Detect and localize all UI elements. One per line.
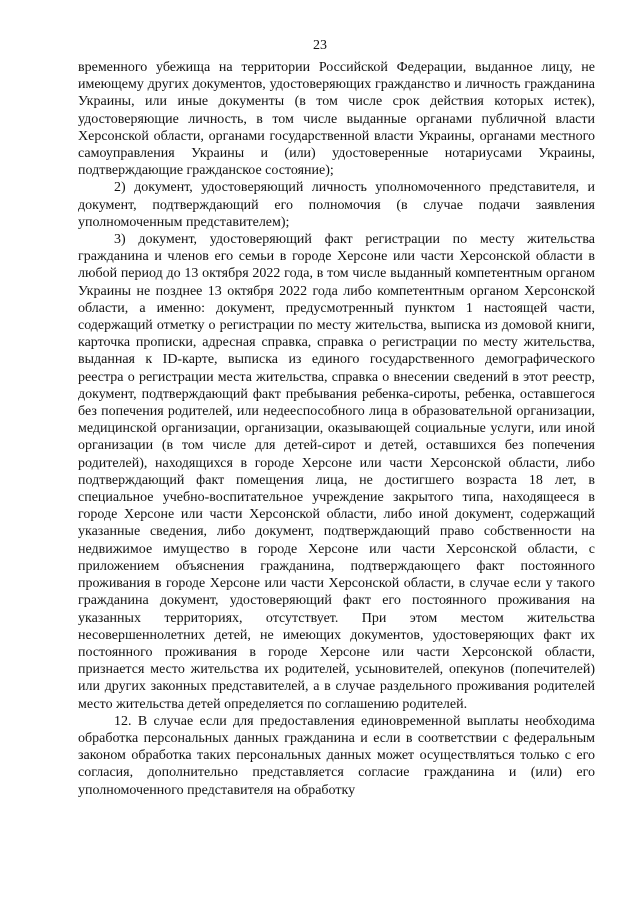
document-body xyxy=(78,59,595,799)
paragraph-item-3: 3) документ, удостоверяющий факт регистрации по месту жительства гражданина и членов его семьи в городе Херсоне или части Херсонской области в любой период до 13 октября 2022 года, в том числе выданный компетентным органом Украины не позднее 13 октября 2022 года либо компетентным органом Херсонской области, а именно: документ, предусмотренный пунктом 1 настоящей части, содержащий отметку о регистрации по месту жительства, выписка из домовой книги, карточка прописки, адресная справка, справка о регистрации по месту жительства, выданная к ID-карте, выписка из единого государственного демографического реестра о регистрации места жительства, справка о внесении сведений в этот реестр, документ, подтверждающий факт пребывания ребенка-сироты, ребенка, оставшегося без попечения родителей, или недееспособного лица в образовательной организации, медицинской организации, организации, оказывающей социальные услуги, или иной организации (в том числе для детей-сирот и детей, оставшихся без попечения родителей), находящихся в городе Херсоне или части Херсонской области, либо подтверждающий факт помещения лица, не достигшего возраста 18 лет, в специальное учебно-воспитательное учреждение закрытого типа, находящееся в городе Херсоне или части Херсонской области, либо иной документ, содержащий указанные сведения, либо документ, подтверждающий право собственности на недвижимое имущество в городе Херсоне или части Херсонской области, с приложением объяснения гражданина, подтверждающего факт постоянного проживания в городе Херсоне или части Херсонской области, в случае если у такого гражданина документ, удостоверяющий факт его постоянного проживания на указанных территориях, отсутствует. При этом местом жительства несовершеннолетних детей, не имеющих документов, удостоверяющих факт их постоянного проживания в городе Херсоне или части Херсонской области, признается место жительства их родителей, усыновителей, опекунов (попечителей) или других законных представителей, а в случае раздельного проживания родителей место жительства детей определяется по соглашению родителей. xyxy=(78,232,595,712)
paragraph-continuation: временного убежища на территории Российской Федерации, выданное лицу, не имеющему других документов, удостоверяющих гражданство и личность гражданина Украины, или иные документы (в том числе срок действия которых истек), удостоверяющие личность, в том числе выданные органами публичной власти Херсонской области, органами государственной власти Украины, органами местного самоуправления Украины и (или) удостоверенные нотариусами Украины, подтверждающие гражданское состояние); xyxy=(78,60,595,179)
page-number: 23 xyxy=(313,38,327,53)
paragraph-item-12: 12. В случае если для предоставления единовременной выплаты необходима обработка персональных данных гражданина и если в соответствии с федеральным законом обработка таких персональных данных может осуществляться только с его согласия, дополнительно представляется согласие гражданина и (или) его уполномоченного представителя на обработку xyxy=(78,713,595,798)
paragraph-item-2: 2) документ, удостоверяющий личность уполномоченного представителя, и документ, подтверждающий его полномочия (в случае подачи заявления уполномоченным представителем); xyxy=(78,180,595,230)
